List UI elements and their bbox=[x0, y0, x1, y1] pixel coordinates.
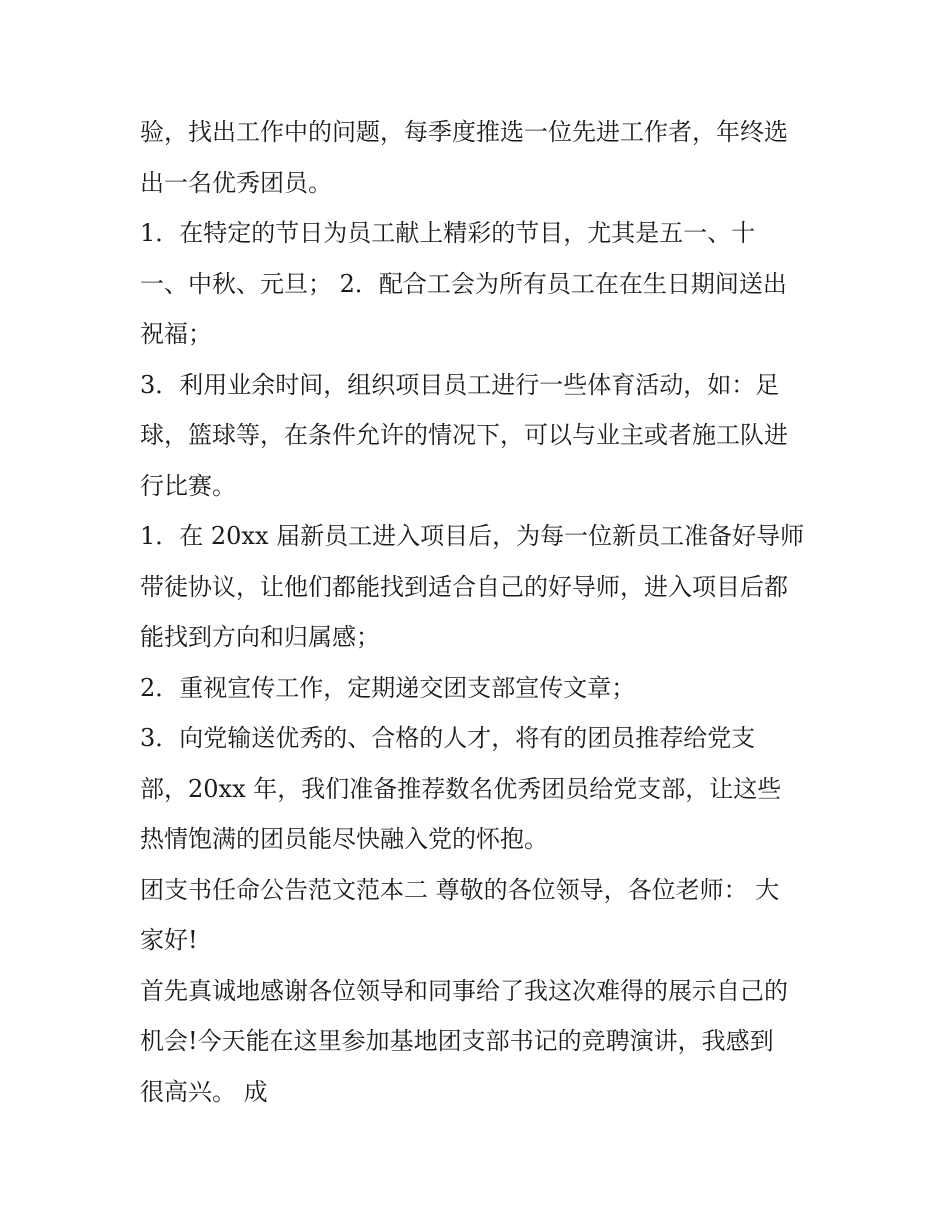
text-line: 验，找出工作中的问题，每季度推选一位先进工作者，年终选 bbox=[140, 118, 788, 146]
text-line: 很高兴。 成 bbox=[140, 1077, 268, 1106]
text-line: 行比赛。 bbox=[140, 471, 236, 500]
text-line: 机会!今天能在这里参加基地团支部书记的竞聘演讲，我感到 bbox=[140, 1027, 774, 1055]
text-line: 能找到方向和归属感； bbox=[140, 623, 380, 651]
text-line: 热情饱满的团员能尽快融入党的怀抱。 bbox=[140, 825, 548, 853]
text-line: 1．在 20xx 届新员工进入项目后，为每一位新员工准备好导师 bbox=[140, 522, 805, 550]
text-line: 一、中秋、元旦； 2．配合工会为所有员工在在生日期间送出 bbox=[140, 269, 787, 298]
text-line: 带徒协议，让他们都能找到适合自己的好导师，进入项目后都 bbox=[140, 572, 788, 601]
text-line: 3．利用业余时间，组织项目员工进行一些体育活动，如：足 bbox=[140, 370, 780, 399]
text-line: 球，篮球等，在条件允许的情况下，可以与业主或者施工队进 bbox=[140, 421, 788, 449]
document-body bbox=[140, 107, 830, 1117]
text-line: 家好! bbox=[140, 926, 198, 954]
text-line: 部，20xx 年，我们准备推荐数名优秀团员给党支部，让这些 bbox=[140, 774, 782, 803]
text-line: 出一名优秀团员。 bbox=[140, 168, 332, 197]
text-line: 祝福； bbox=[140, 320, 212, 348]
text-line: 3．向党输送优秀的、合格的人才，将有的团员推荐给党支 bbox=[140, 724, 756, 752]
text-line: 1．在特定的节日为员工献上精彩的节目，尤其是五一、十 bbox=[140, 219, 756, 247]
text-line: 团支书任命公告范文范本二 尊敬的各位领导，各位老师： 大 bbox=[140, 875, 780, 904]
text-line: 首先真诚地感谢各位领导和同事给了我这次难得的展示自己的 bbox=[140, 976, 788, 1005]
text-line: 2．重视宣传工作，定期递交团支部宣传文章； bbox=[140, 673, 636, 702]
